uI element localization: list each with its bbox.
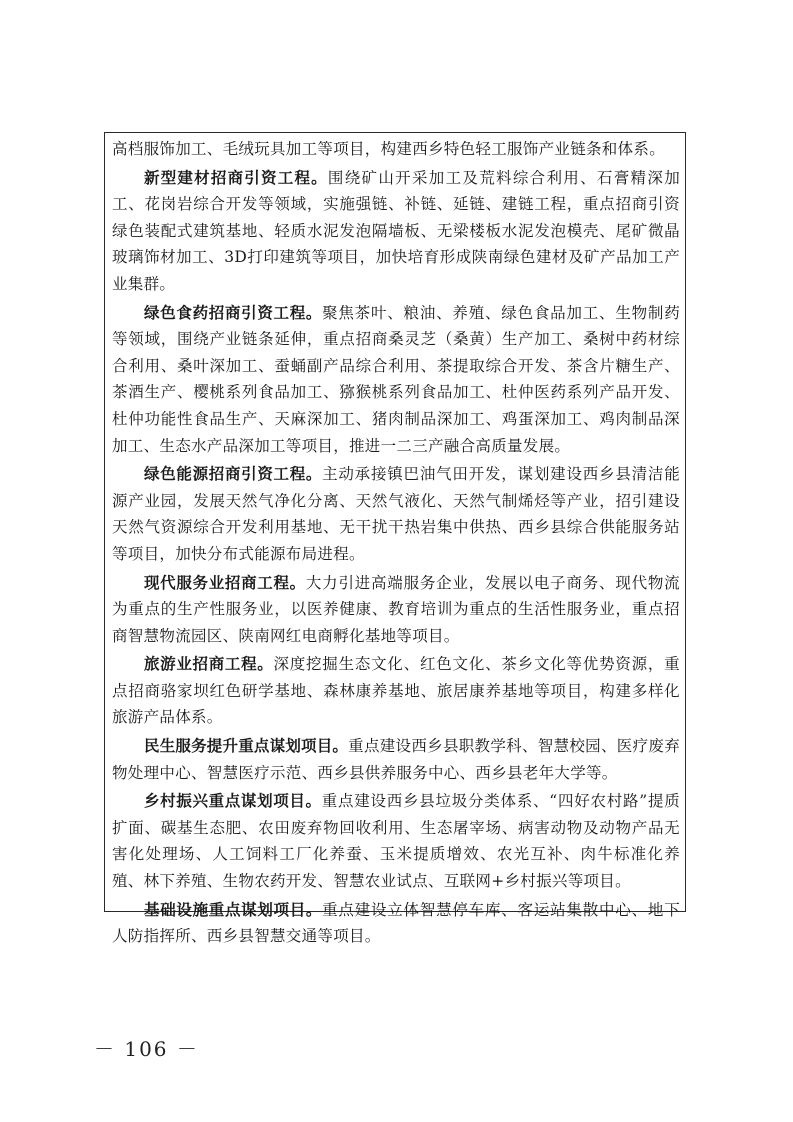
paragraph-heading: 乡村振兴重点谋划项目。 [144,792,322,811]
paragraph-building-materials [112,165,680,298]
paragraph-text: 重点建设立体智慧停车库、客运站集散中心、地下人防指挥所、西乡县智慧交通等项目。 [112,900,680,946]
paragraph-text: 聚焦茶叶、粮油、养殖、绿色食品加工、生物制药等领域，围绕产业链条延伸，重点招商桑灵芝（桑黄）生产加工、桑树中药材综合利用、桑叶深加工、蚕蛹副产品综合利用、茶提取综合开发、茶含片糖生产、茶酒生产、樱桃系列食品加工、猕猴桃系列食品加工、杜仲医药系列产品开发、杜仲功能性食品生产、天麻深加工、猪肉制品深加工、鸡蛋深加工、鸡肉制品深加工、生态水产品深加工等项目，推进一二三产融合高质量发展。 [112,303,680,455]
paragraph-text: 主动承接镇巴油气田开发，谋划建设西乡县清洁能源产业园，发展天然气净化分离、天然气液化、天然气制烯烃等产业，招引建设天然气资源综合开发利用基地、无干扰干热岩集中供热、西乡县综合供能服务站等项目，加快分布式能源布局进程。 [112,465,680,563]
paragraph-heading: 旅游业招商工程。 [144,655,274,674]
paragraph-rural-revitalization [112,788,680,894]
paragraph-heading: 新型建材招商引资工程。 [144,168,328,187]
paragraph-text: 大力引进高端服务企业，发展以电子商务、现代物流为重点的生产性服务业，以医养健康、教育培训为重点的生活性服务业，重点招商智慧物流园区、陕南网红电商孵化基地等项目。 [112,573,680,645]
paragraph-heading: 基础设施重点谋划项目。 [144,900,323,919]
paragraph-text: 围绕矿山开采加工及荒料综合利用、石膏精深加工、花岗岩综合开发等领域，实施强链、补链、延链、建链工程，重点招商引资绿色装配式建筑基地、轻质水泥发泡隔墙板、无梁楼板水泥发泡模壳、尾矿微晶玻璃饰材加工、3D打印建筑等项目，加快培育形成陕南绿色建材及矿产品加工产业集群。 [112,168,680,293]
paragraph-livelihood [112,733,680,786]
paragraph-tourism [112,651,680,731]
page-number: － 106 － [94,1037,199,1061]
paragraph-heading: 现代服务业招商工程。 [144,573,306,592]
paragraph-continuation [112,136,680,163]
paragraph-text: 重点建设西乡县垃圾分类体系、“四好农村路”提质扩面、碳基生态肥、农田废弃物回收利用、生态屠宰场、病害动物及动物产品无害化处理场、人工饲料工厂化养蚕、玉米提质增效、农光互补、肉牛标准化养殖、林下养殖、生物农药开发、智慧农业试点、互联网+乡村振兴等项目。 [112,792,680,891]
paragraph-green-energy [112,461,680,567]
paragraph-text: 重点建设西乡县职教学科、智慧校园、医疗废弃物处理中心、智慧医疗示范、西乡县供养服务中心、西乡县老年大学等。 [112,737,680,782]
paragraph-heading: 民生服务提升重点谋划项目。 [144,737,349,756]
paragraph-food-medicine [112,300,680,460]
content-frame [104,132,686,946]
paragraph-heading: 绿色能源招商引资工程。 [144,465,323,484]
paragraph-infrastructure [112,897,680,950]
paragraph-text: 高档服饰加工、毛绒玩具加工等项目，构建西乡特色轻工服饰产业链条和体系。 [112,140,666,158]
paragraph-heading: 绿色食药招商引资工程。 [144,303,323,322]
paragraph-modern-services [112,570,680,650]
paragraph-text: 深度挖掘生态文化、红色文化、茶乡文化等优势资源，重点招商骆家坝红色研学基地、森林康养基地、旅居康养基地等项目，构建多样化旅游产品体系。 [112,655,680,727]
